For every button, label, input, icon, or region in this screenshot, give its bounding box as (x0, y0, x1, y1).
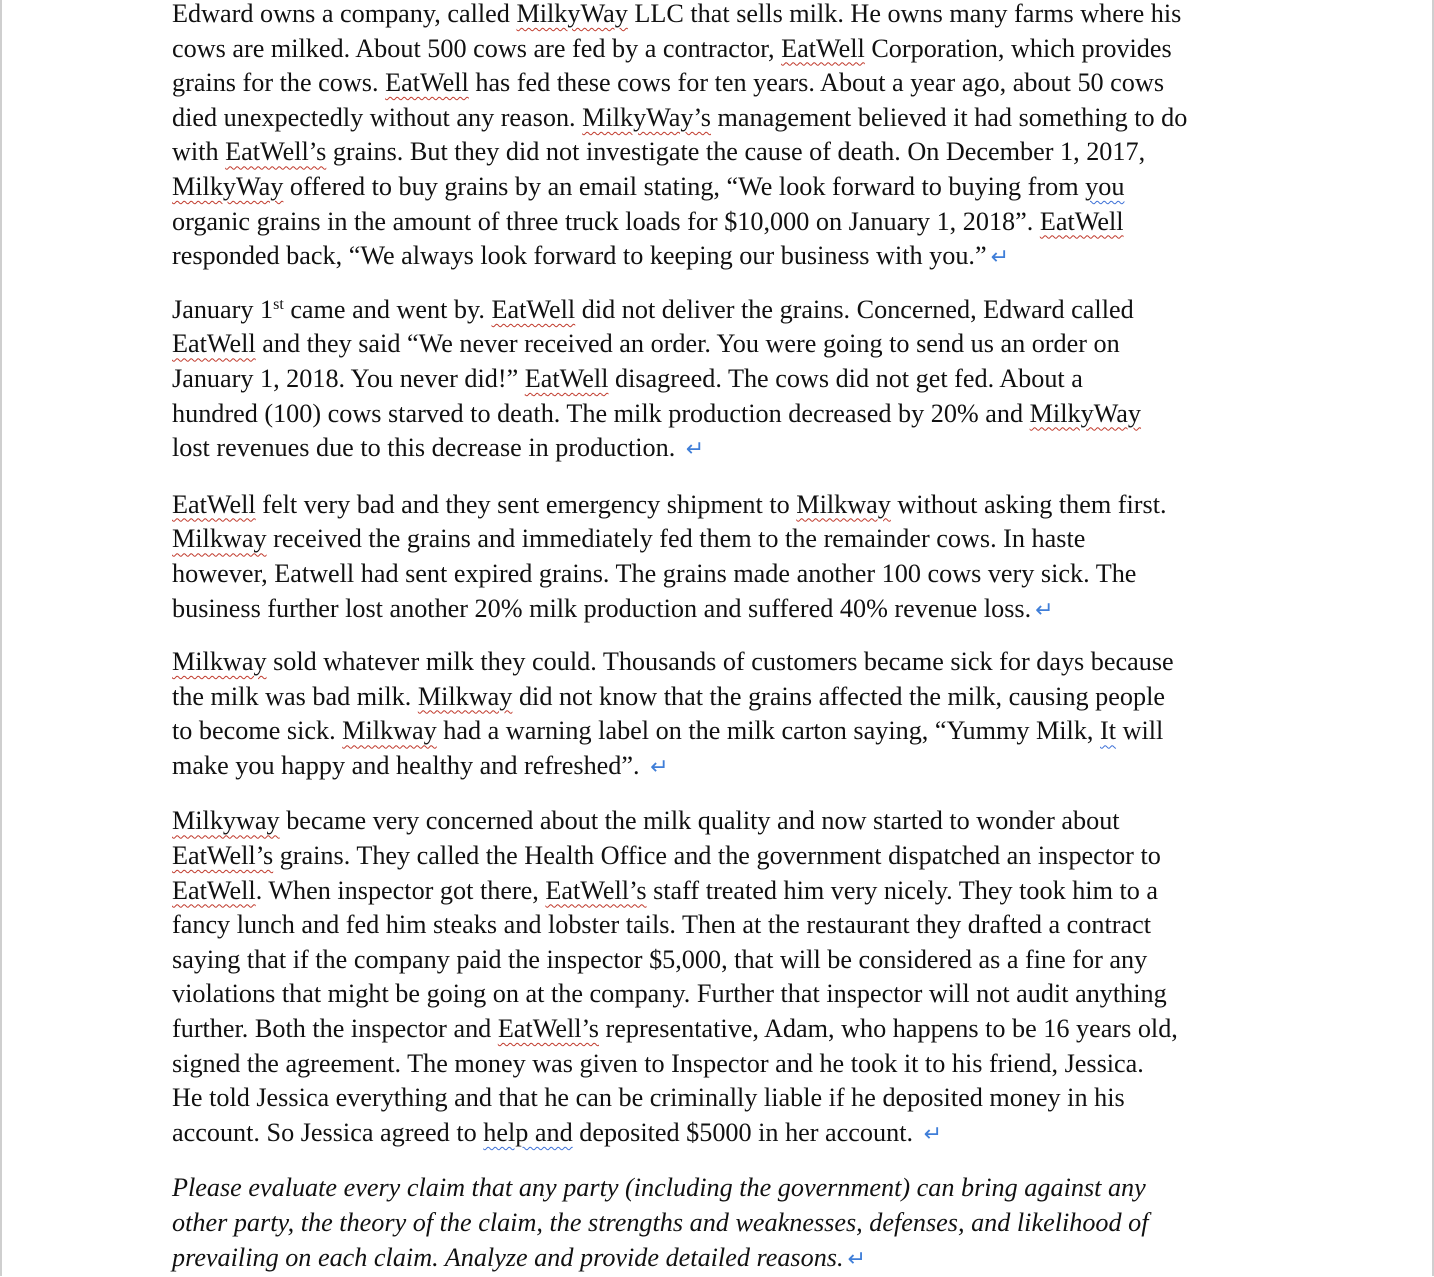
text-line (172, 327, 1272, 362)
text-run: other party, the theory of the claim, the strengths and weaknesses, defenses, and likelihood of (172, 1208, 1149, 1237)
spellcheck-flagged-word[interactable]: Milkyway (172, 806, 280, 836)
text-line (172, 943, 1272, 978)
text-run: saying that if the company paid the inspector $5,000, that will be considered as a fine for any (172, 944, 1148, 974)
spellcheck-flagged-word[interactable]: EatWell (172, 875, 256, 905)
text-line (172, 101, 1272, 136)
paragraph-2 (172, 293, 1272, 468)
spellcheck-flagged-word[interactable]: EatWell’s (172, 841, 274, 871)
paragraph-return-icon: ↵ (923, 1121, 943, 1147)
spellcheck-flagged-word[interactable]: MilkyWay (172, 171, 284, 201)
spellcheck-flagged-word[interactable]: MilkyWay’s (582, 102, 711, 132)
paragraph-return-icon: ↵ (650, 754, 669, 780)
text-run: He told Jessica everything and that he can be criminally liable if he deposited money in his (172, 1083, 1125, 1113)
text-run: disagreed. The cows did not get fed. About a (608, 363, 1083, 393)
document-body (172, 0, 1272, 1277)
text-line (172, 1012, 1272, 1047)
text-run: offered to buy grains by an email stating, “We look forward to buying from (283, 171, 1086, 201)
text-line (172, 1081, 1272, 1116)
text-run: January 1 (172, 294, 274, 324)
paragraph-return-icon: ↵ (685, 437, 705, 463)
text-run: the milk was bad milk. (172, 681, 418, 711)
text-line (172, 170, 1272, 205)
text-run: LLC that sells milk. He owns many farms where his (627, 0, 1182, 28)
text-line (172, 1241, 1272, 1277)
text-run: and they said “We never received an order. You were going to send us an order on (255, 329, 1120, 359)
spellcheck-flagged-word[interactable]: EatWell’s (497, 1014, 599, 1044)
text-line (172, 293, 1272, 328)
text-line (172, 488, 1272, 523)
text-run: with (172, 137, 226, 167)
text-run: representative, Adam, who happens to be 16 years old, (598, 1014, 1178, 1044)
text-run: died unexpectedly without any reason. (172, 102, 583, 132)
text-line (172, 680, 1272, 715)
spellcheck-flagged-word[interactable]: EatWell (781, 33, 865, 63)
text-run: hundred (100) cows starved to death. The milk production decreased by 20% and (172, 398, 1030, 428)
spellcheck-flagged-word[interactable]: EatWell’s (545, 875, 647, 905)
text-run: grains for the cows. (172, 68, 386, 98)
text-line (172, 1047, 1272, 1082)
text-run: sold whatever milk they could. Thousands of customers became sick for days because (266, 647, 1174, 677)
text-line (172, 714, 1272, 749)
text-run: make you happy and healthy and refreshed”. (172, 750, 647, 780)
spellcheck-flagged-word[interactable]: Milkway (172, 647, 267, 677)
text-line (172, 362, 1272, 397)
grammar-flagged-word[interactable]: you (1085, 171, 1125, 201)
spellcheck-flagged-word[interactable]: Milkway (417, 681, 513, 711)
text-run: signed the agreement. The money was given to Inspector and he took it to his friend, Jessica. (172, 1048, 1144, 1078)
text-run: Edward owns a company, called (172, 0, 517, 28)
text-line (172, 431, 1272, 468)
text-line (172, 874, 1272, 909)
text-line (172, 804, 1272, 839)
paragraph-1 (172, 0, 1272, 276)
text-run: without asking them first. (890, 489, 1167, 519)
text-line (172, 977, 1272, 1012)
text-run: will (1116, 716, 1164, 746)
spellcheck-flagged-word[interactable]: EatWell (172, 329, 256, 359)
text-line (172, 239, 1272, 276)
text-line (172, 592, 1272, 629)
text-run: organic grains in the amount of three truck loads for $10,000 on January 1, 2018”. (172, 206, 1040, 236)
text-run: prevailing on each claim. Analyze and provide detailed reasons. (172, 1242, 844, 1272)
text-run: account. So Jessica agreed to (172, 1117, 484, 1147)
text-run: . When inspector got there, (255, 875, 546, 905)
text-run: had a warning label on the milk carton saying, “Yummy Milk, (436, 716, 1101, 746)
text-run: responded back, “We always look forward to keeping our business with you.” (172, 241, 987, 271)
text-line (172, 135, 1272, 170)
spellcheck-flagged-word[interactable]: EatWell (1039, 206, 1124, 236)
text-line (172, 397, 1272, 432)
spellcheck-flagged-word[interactable]: Milkway (342, 716, 437, 746)
text-run: did not know that the grains affected the milk, causing people (512, 681, 1165, 711)
text-line (172, 522, 1272, 557)
text-run: January 1, 2018. You never did!” (172, 363, 525, 393)
text-run: business further lost another 20% milk production and suffered 40% revenue loss. (172, 593, 1032, 623)
text-line (172, 66, 1272, 101)
text-line (172, 205, 1272, 240)
text-line (172, 908, 1272, 943)
paragraph-5 (172, 804, 1272, 1152)
spellcheck-flagged-word[interactable]: Milkway (796, 489, 891, 519)
text-run: did not deliver the grains. Concerned, Edward called (575, 294, 1134, 324)
paragraph-return-icon: ↵ (1035, 597, 1054, 623)
text-run: staff treated him very nicely. They took him to a (646, 875, 1159, 905)
spellcheck-flagged-word[interactable]: EatWell (385, 68, 469, 98)
spellcheck-flagged-word[interactable]: MilkyWay (516, 0, 628, 28)
text-run: became very concerned about the milk quality and now started to wonder about (279, 806, 1120, 836)
question-paragraph (172, 1171, 1272, 1277)
text-run: violations that might be going on at the company. Further that inspector will not audit anything (172, 979, 1167, 1009)
text-line (172, 32, 1272, 67)
paragraph-return-icon: ↵ (847, 1246, 866, 1272)
spellcheck-flagged-word[interactable]: Milkway (172, 524, 267, 554)
text-line (172, 645, 1272, 680)
text-run: Corporation, which provides (864, 33, 1172, 63)
text-run: grains. They called the Health Office and the government dispatched an inspector to (273, 841, 1161, 871)
text-run: further. Both the inspector and (172, 1014, 498, 1044)
text-run: deposited $5000 in her account. (572, 1117, 920, 1147)
grammar-flagged-word[interactable]: It (1100, 716, 1117, 746)
spellcheck-flagged-word[interactable]: EatWell’s (225, 137, 327, 167)
spellcheck-flagged-word[interactable]: MilkyWay (1029, 398, 1142, 428)
text-line (172, 1116, 1272, 1153)
text-run: has fed these cows for ten years. About a year ago, about 50 cows (468, 68, 1165, 98)
spellcheck-flagged-word[interactable]: EatWell (172, 489, 256, 519)
text-run: fancy lunch and fed him steaks and lobster tails. Then at the restaurant they drafted a contract (172, 910, 1152, 940)
text-run: cows are milked. About 500 cows are fed by a contractor, (172, 33, 782, 63)
spellcheck-flagged-word[interactable]: EatWell (491, 294, 576, 324)
paragraph-3 (172, 488, 1272, 628)
text-run: lost revenues due to this decrease in production. (172, 433, 682, 463)
text-line (172, 1171, 1272, 1206)
text-run: felt very bad and they sent emergency shipment to (255, 489, 797, 519)
superscript: st (273, 295, 284, 313)
text-run: Please evaluate every claim that any party (including the government) can bring against any (172, 1173, 1146, 1203)
paragraph-return-icon: ↵ (990, 245, 1010, 271)
text-line (172, 1206, 1272, 1241)
text-run: grains. But they did not investigate the cause of death. On December 1, 2017, (326, 137, 1146, 167)
spellcheck-flagged-word[interactable]: EatWell (524, 363, 609, 393)
text-run: to become sick. (172, 716, 343, 746)
text-line (172, 0, 1272, 32)
page-edge-left (0, 0, 2, 1276)
text-run: came and went by. (283, 294, 492, 324)
text-run: management believed it had something to do (710, 102, 1188, 132)
text-line (172, 839, 1272, 874)
text-run: received the grains and immediately fed them to the remainder cows. In haste (266, 524, 1086, 554)
paragraph-4 (172, 645, 1272, 785)
text-line (172, 557, 1272, 592)
text-line (172, 749, 1272, 786)
text-run: however, Eatwell had sent expired grains. The grains made another 100 cows very sick. The (172, 558, 1137, 588)
grammar-flagged-word[interactable]: help and (483, 1117, 573, 1147)
